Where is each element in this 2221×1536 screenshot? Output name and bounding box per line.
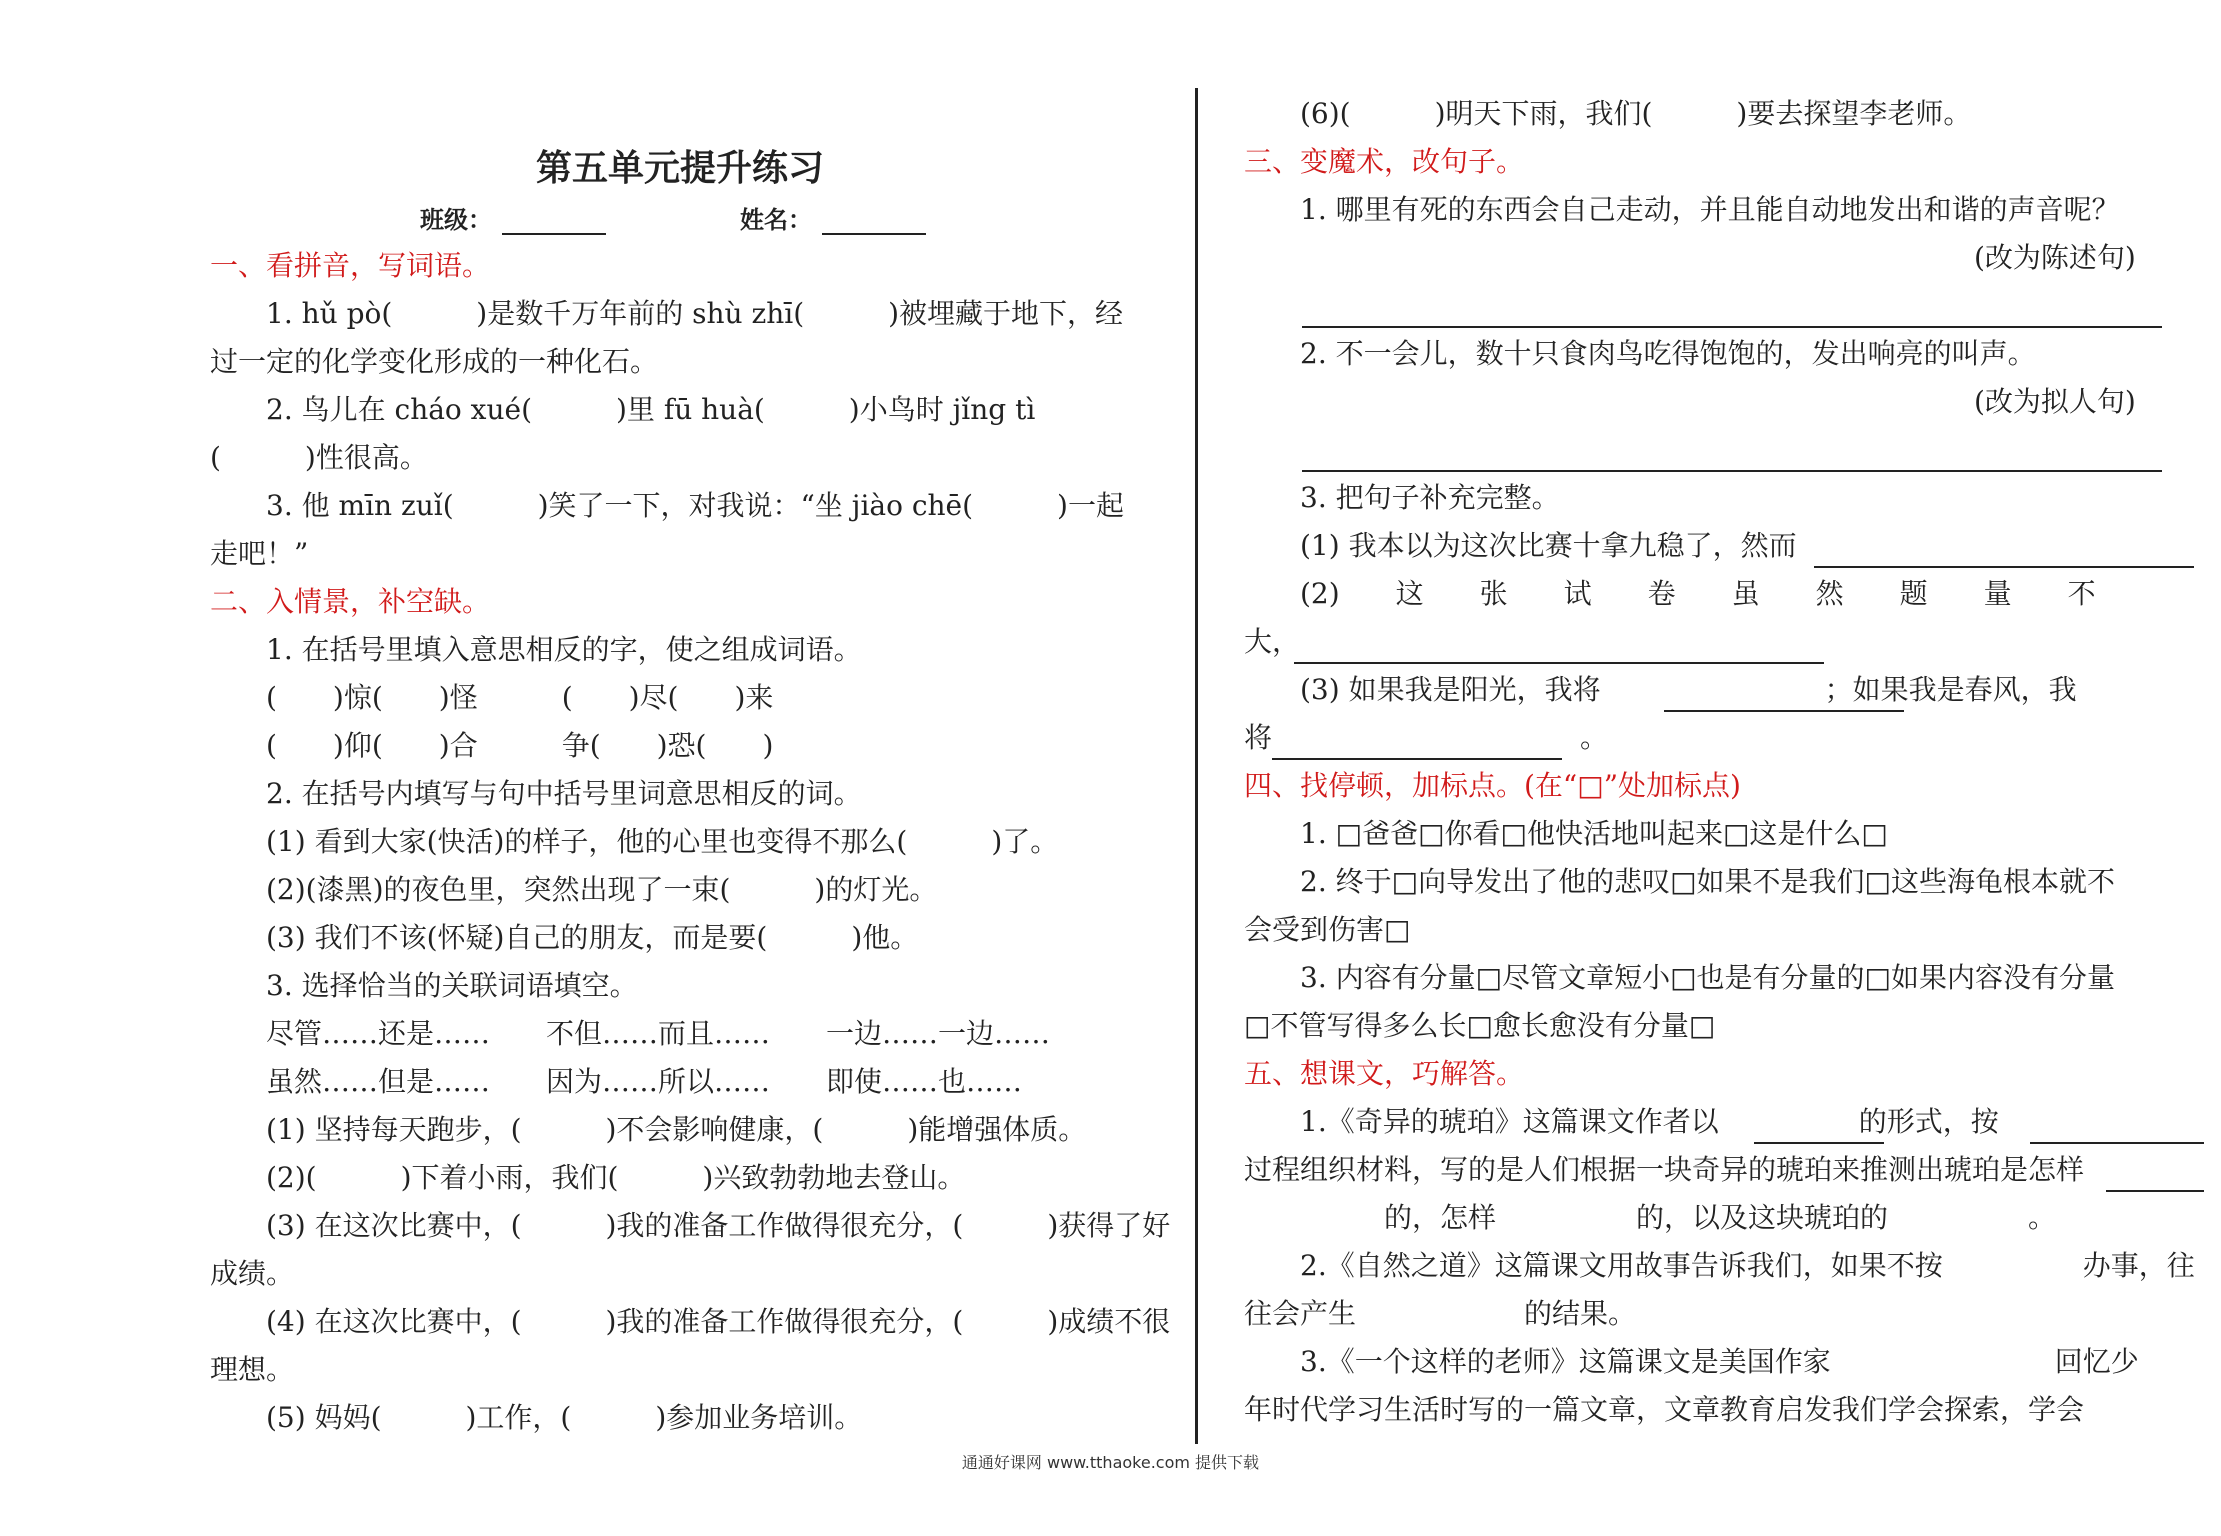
section-heading: 四、找停顿，加标点。(在“□”处加标点) (1244, 769, 1741, 802)
text-line: 1. □爸爸□你看□他快活地叫起来□这是什么□ (1300, 817, 1888, 850)
footer-text: 通通好课网 www.tthaoke.com 提供下载 (961, 1453, 1260, 1472)
text-line: 将 。 (1244, 721, 1609, 754)
text-line: 2. 鸟儿在 cháo xué( )里 fū huà( )小鸟时 jǐng tì (266, 393, 1036, 426)
text-line: (1) 看到大家(快活)的样子，他的心里也变得不那么( )了。 (266, 825, 1059, 858)
text-line: ( )性很高。 (210, 441, 428, 474)
page-title: 第五单元提升练习 (535, 148, 824, 189)
text-line: 的，怎样 的，以及这块琥珀的 。 (1244, 1201, 2057, 1234)
answer-line-6[interactable] (1272, 758, 1562, 760)
text-line: 1.《奇异的琥珀》这篇课文作者以 的形式，按 (1300, 1105, 1999, 1138)
text-line: 会受到伤害□ (1244, 913, 1411, 946)
text-line: (5) 妈妈( )工作，( )参加业务培训。 (266, 1401, 863, 1434)
text-line: 3. 把句子补充完整。 (1300, 481, 1560, 514)
text-line: (3) 我们不该(怀疑)自己的朋友，而是要( )他。 (266, 921, 919, 954)
column-divider (1195, 88, 1198, 1444)
text-line: ( )惊( )怪 ( )尽( )来 (266, 681, 774, 714)
class-label: 班级： (420, 205, 492, 234)
text-line: 过一定的化学变化形成的一种化石。 (210, 345, 659, 378)
text-line: 走吧！” (210, 537, 309, 570)
class-blank[interactable] (502, 209, 606, 235)
text-line: 1. 在括号里填入意思相反的字，使之组成词语。 (266, 633, 862, 666)
answer-line-2[interactable] (1302, 470, 2162, 472)
name-field (740, 200, 926, 240)
text-line: 1. hǔ pò( )是数千万年前的 shù zhī( )被埋藏于地下，经 (266, 297, 1124, 330)
text-line: 3. 选择恰当的关联词语填空。 (266, 969, 638, 1002)
answer-line-1[interactable] (1302, 326, 2162, 328)
answer-line-7[interactable] (1754, 1142, 1884, 1144)
text-line: 虽然……但是…… 因为……所以…… 即使……也…… (266, 1065, 1023, 1098)
text-line: (改为拟人句) (1974, 385, 2136, 418)
text-line: 3.《一个这样的老师》这篇课文是美国作家 回忆少 (1300, 1345, 2139, 1378)
text-line: 2. 在括号内填写与句中括号里词意思相反的词。 (266, 777, 862, 810)
section-heading: 五、想课文，巧解答。 (1244, 1057, 1525, 1090)
text-line: (3) 在这次比赛中，( )我的准备工作做得很充分，( )获得了好 (266, 1209, 1171, 1242)
text-line: (2)( )下着小雨，我们( )兴致勃勃地去登山。 (266, 1161, 966, 1194)
name-blank[interactable] (822, 209, 926, 235)
text-line: 3. 他 mīn zuǐ( )笑了一下，对我说：“坐 jiào chē( )一起 (266, 489, 1124, 522)
text-line: 年时代学习生活时写的一篇文章，文章教育启发我们学会探索，学会 (1244, 1393, 2085, 1426)
text-line: 2. 不一会儿，数十只食肉鸟吃得饱饱的，发出响亮的叫声。 (1300, 337, 2036, 370)
text-line: 2.《自然之道》这篇课文用故事告诉我们，如果不按 办事，往 (1300, 1249, 2195, 1282)
text-line: 往会产生 的结果。 (1244, 1297, 1637, 1330)
text-line: 成绩。 (210, 1257, 295, 1290)
answer-line-9[interactable] (2106, 1190, 2204, 1192)
text-line: (3) 如果我是阳光，我将 ；如果我是春风，我 (1300, 673, 2077, 706)
class-field (420, 200, 606, 240)
answer-line-5[interactable] (1664, 710, 1904, 712)
section-heading: 二、入情景，补空缺。 (210, 585, 491, 618)
section-heading: 一、看拼音，写词语。 (210, 249, 491, 282)
text-line: 3. 内容有分量□尽管文章短小□也是有分量的□如果内容没有分量 (1300, 961, 2115, 994)
text-line: □不管写得多么长□愈长愈没有分量□ (1244, 1009, 1716, 1042)
text-line: (4) 在这次比赛中，( )我的准备工作做得很充分，( )成绩不很 (266, 1305, 1171, 1338)
text-line: ( )仰( )合 争( )恐( ) (266, 729, 774, 762)
text-line: 大， (1244, 625, 1301, 658)
text-line: 尽管……还是…… 不但……而且…… 一边……一边…… (266, 1017, 1051, 1050)
name-label: 姓名： (740, 205, 812, 234)
text-line: 过程组织材料，写的是人们根据一块奇异的琥珀来推测出琥珀是怎样 (1244, 1153, 2085, 1186)
text-line: 2. 终于□向导发出了他的悲叹□如果不是我们□这些海龟根本就不 (1300, 865, 2115, 898)
text-line: 理想。 (210, 1353, 295, 1386)
text-line: (改为陈述句) (1974, 241, 2136, 274)
text-line: (2)(漆黑)的夜色里，突然出现了一束( )的灯光。 (266, 873, 938, 906)
text-line: 1. 哪里有死的东西会自己走动，并且能自动地发出和谐的声音呢？ (1300, 193, 2120, 226)
text-line: (1) 我本以为这次比赛十拿九稳了，然而 (1300, 529, 1797, 562)
section-heading: 三、变魔术，改句子。 (1244, 145, 1525, 178)
text-line: (6)( )明天下雨，我们( )要去探望李老师。 (1300, 97, 1972, 130)
answer-line-3[interactable] (1814, 566, 2194, 568)
text-line: (2) 这 张 试 卷 虽 然 题 量 不 (1300, 577, 2096, 610)
answer-line-4[interactable] (1294, 662, 1824, 664)
text-line: (1) 坚持每天跑步，( )不会影响健康，( )能增强体质。 (266, 1113, 1087, 1146)
answer-line-8[interactable] (2030, 1142, 2204, 1144)
